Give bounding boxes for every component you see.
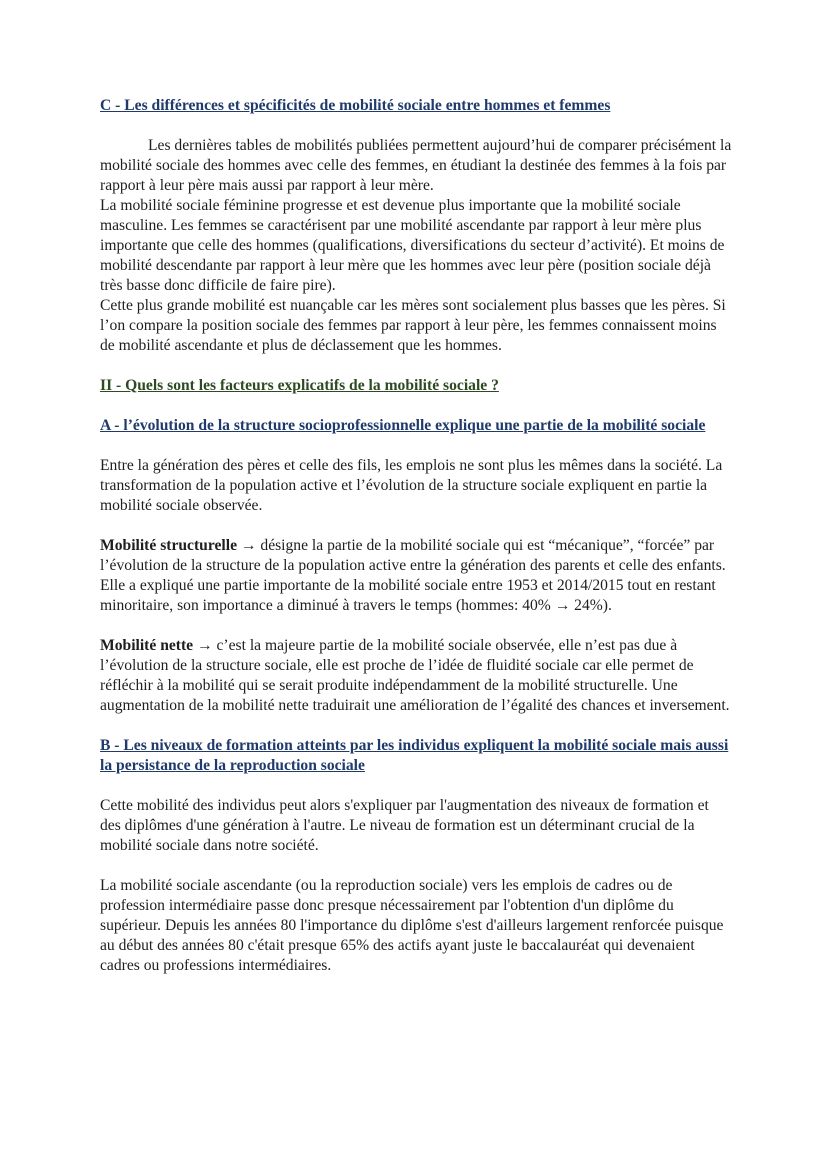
net-mobility-paragraph: [100, 636, 732, 716]
section-c-paragraph-3: Cette plus grande mobilité est nuançable car les mères sont socialement plus basses que les pères. Si l’on compare la position sociale des femmes par rapport à leur père, les femmes connaissent moins de mobilité ascendante et plus de déclassement que les hommes.: [100, 297, 726, 354]
structural-mobility-definition: → désigne la partie de la mobilité sociale qui est “mécanique”, “forcée” par l’évolution de la structure de la population active entre la génération des parents et celle des enfants. Elle a expliqué une partie importante de la mobilité sociale entre 1953 et 2014/2015 tout en restant minoritaire, son importance a diminué à travers le temps (hommes: 40% → 24%).: [100, 537, 726, 614]
section-c-paragraph-1: Les dernières tables de mobilités publiées permettent aujourd’hui de comparer précisément la mobilité sociale des hommes avec celle des femmes, en étudiant la destinée des femmes à la fois par rapport à leur père mais aussi par rapport à leur mère.: [100, 137, 732, 194]
structural-mobility-term: Mobilité structurelle: [100, 537, 237, 554]
net-mobility-definition: → c’est la majeure partie de la mobilité sociale observée, elle n’est pas due à l’évolution de la structure sociale, elle est proche de l’idée de fluidité sociale car elle permet de réfléchir à la mobilité qui se serait produite indépendamment de la mobilité structurelle. Une augmentation de la mobilité nette traduirait une amélioration de l’égalité des chances et inversement.: [100, 637, 730, 714]
section-c-paragraph-2: La mobilité sociale féminine progresse et est devenue plus importante que la mobilité sociale masculine. Les femmes se caractérisent par une mobilité ascendante par rapport à leur mère plus importante que celle des hommes (qualifications, diversifications du secteur d’activité). Et moins de mobilité descendante par rapport à leur mère que les hommes avec leur père (position sociale déjà très basse donc difficile de faire pire).: [100, 197, 725, 294]
section-a-paragraph-1: Entre la génération des pères et celle des fils, les emplois ne sont plus les mêmes dans la société. La transformation de la population active et l’évolution de la structure sociale expliquent en partie la mobilité sociale observée.: [100, 457, 723, 514]
section-ii-heading: II - Quels sont les facteurs explicatifs de la mobilité sociale ?: [100, 377, 499, 394]
section-b-paragraph-1: Cette mobilité des individus peut alors s'expliquer par l'augmentation des niveaux de formation et des diplômes d'une génération à l'autre. Le niveau de formation est un déterminant crucial de la mobilité sociale dans notre société.: [100, 797, 709, 854]
section-b-paragraph-2: La mobilité sociale ascendante (ou la reproduction sociale) vers les emplois de cadres ou de profession intermédiaire passe donc presque nécessairement par l'obtention d'un diplôme du supérieur. Depuis les années 80 l'importance du diplôme s'est d'ailleurs largement renforcée puisque au début des années 80 c'était presque 65% des actifs ayant juste le baccalauréat qui devenaient cadres ou professions intermédiaires.: [100, 877, 724, 974]
section-c-heading: C - Les différences et spécificités de mobilité sociale entre hommes et femmes: [100, 97, 611, 114]
section-a-heading: A - l’évolution de la structure socioprofessionnelle explique une partie de la mobilité sociale: [100, 417, 706, 434]
structural-mobility-paragraph: [100, 536, 732, 616]
document-page: [100, 96, 732, 976]
section-b-heading: B - Les niveaux de formation atteints par les individus expliquent la mobilité sociale mais aussi la persistance de la reproduction sociale: [100, 737, 729, 774]
net-mobility-term: Mobilité nette: [100, 637, 194, 654]
